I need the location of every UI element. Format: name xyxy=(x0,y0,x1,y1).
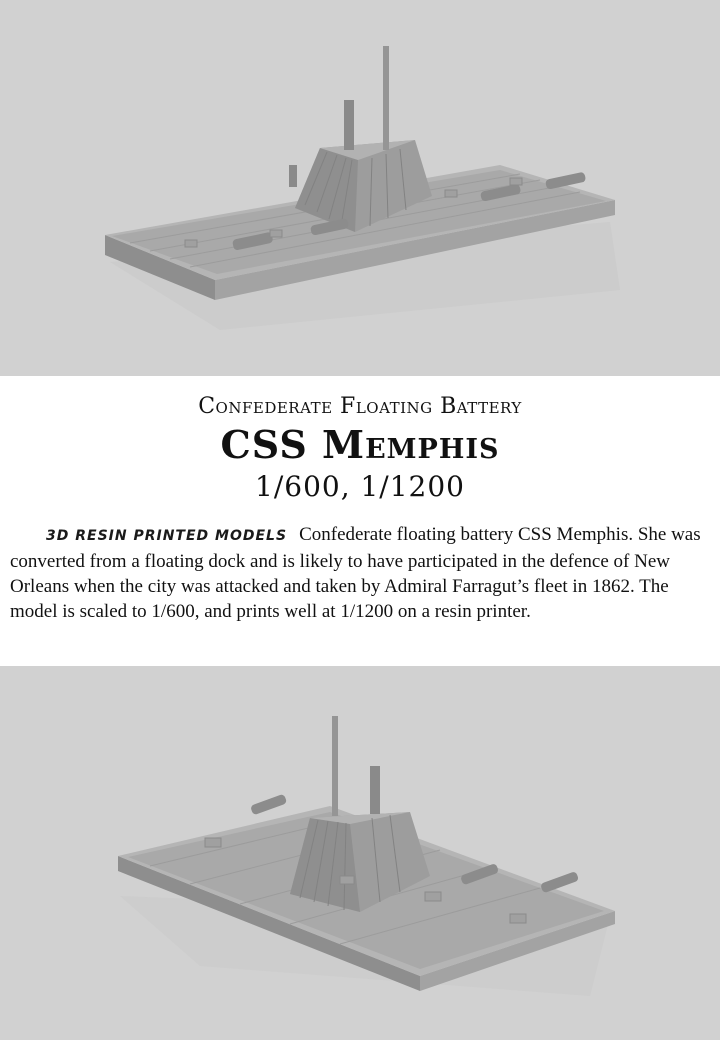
ship-model-image-bottom xyxy=(0,666,720,1040)
model-render-bottom xyxy=(0,666,720,1040)
brand-label: 3D RESIN PRINTED MODELS xyxy=(46,528,288,544)
ship-name-title: CSS Memphis xyxy=(220,422,500,467)
ship-model-image-top xyxy=(0,0,720,376)
model-render-top xyxy=(0,0,720,376)
description-paragraph xyxy=(10,522,714,624)
scale-line: 1/600, 1/1200 xyxy=(255,470,465,503)
subtitle: Confederate Floating Battery xyxy=(198,394,522,419)
description-text: Confederate floating battery CSS Memphis. She was converted from a floating dock and is likely to have participated in the defence of New Orleans when the city was attacked and taken by Admiral Farragut’s fleet in 1862. The model is scaled to 1/600, and prints well at 1/1200 on a resin printer. xyxy=(10,524,701,622)
description-panel xyxy=(0,376,720,666)
